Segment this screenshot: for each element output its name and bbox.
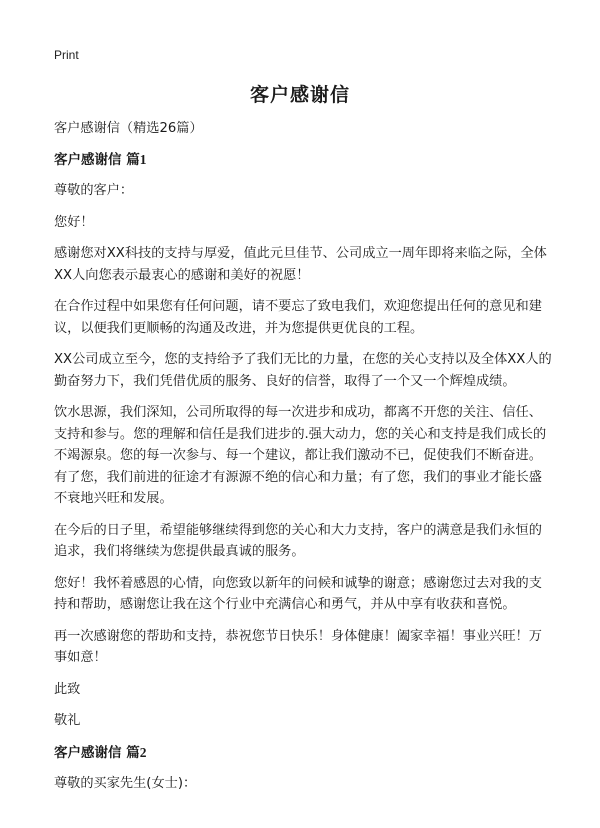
section-heading-1-number: 1 bbox=[139, 151, 147, 167]
section-heading-1-text: 客户感谢信 篇 bbox=[54, 151, 140, 168]
section-heading-2-number: 2 bbox=[139, 744, 147, 760]
salutation: 尊敬的买家先生(女士)： bbox=[54, 776, 197, 791]
closing-line: 此致 bbox=[54, 681, 81, 697]
closing-salute: 敬礼 bbox=[54, 713, 81, 728]
section-heading-2-text: 客户感谢信 篇 bbox=[54, 744, 140, 761]
paragraph: 再一次感谢您的帮助和支持，恭祝您节日快乐！身体健康！阖家幸福！事业兴旺！万事如意！ bbox=[54, 628, 542, 665]
print-link[interactable]: Print bbox=[54, 48, 79, 62]
paragraph: 在今后的日子里，希望能够继续得到您的关心和大力支持，客户的满意是我们永恒的追求，我们将继续为您提供最真诚的服务。 bbox=[54, 522, 542, 559]
paragraph: 饮水思源，我们深知，公司所取得的每一次进步和成功，都离不开您的关注、信任、支持和参与。您的理解和信任是我们进步的.强大动力，您的关心和支持是我们成长的不竭源泉。您的每一次参与、每一个建议，都让我们激动不已，促使我们不断奋进。有了您，我们前进的征途才有源源不绝的信心和力量；有了您，我们的事业才能长盛不衰地兴旺和发展。 bbox=[54, 405, 547, 506]
greeting: 您好！ bbox=[54, 214, 94, 230]
paragraph: XX公司成立至今，您的支持给予了我们无比的力量，在您的关心支持以及全体XX人的勤奋努力下，我们凭借优质的服务、良好的信誉，取得了一个又一个辉煌成绩。 bbox=[54, 352, 552, 389]
document-body bbox=[54, 118, 554, 805]
paragraph: 在合作过程中如果您有任何问题，请不要忘了致电我们，欢迎您提出任何的意见和建议，以便我们更顺畅的沟通及改进，并为您提供更优良的工程。 bbox=[54, 299, 542, 336]
document-subtitle: 客户感谢信（精选26篇） bbox=[54, 121, 203, 136]
paragraph: 感谢您对XX科技的支持与厚爱，值此元旦佳节、公司成立一周年即将来临之际，全体XX人向您表示最衷心的感谢和美好的祝愿！ bbox=[54, 246, 547, 283]
paragraph: 您好！我怀着感恩的心情，向您致以新年的问候和诚挚的谢意；感谢您过去对我的支持和帮助，感谢您让我在这个行业中充满信心和勇气，并从中享有收获和喜悦。 bbox=[54, 575, 542, 612]
page-title: 客户感谢信 bbox=[249, 84, 350, 106]
salutation: 尊敬的客户： bbox=[54, 183, 134, 198]
section-heading-1 bbox=[54, 149, 554, 172]
section-heading-2 bbox=[54, 742, 554, 765]
